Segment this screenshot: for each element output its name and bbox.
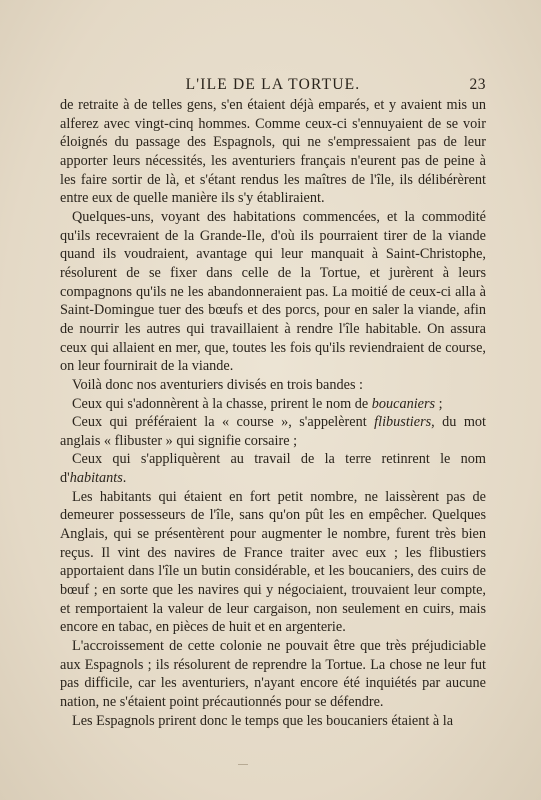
text-run: , du mot anglais « flibuster » qui signifie corsaire ; bbox=[60, 414, 487, 449]
paragraph bbox=[60, 96, 486, 208]
paragraph bbox=[60, 208, 486, 376]
text-run: Ceux qui s'appliquèrent au travail de la terre retinrent le nom d' bbox=[60, 451, 486, 487]
italic-term: flibustiers bbox=[374, 414, 432, 431]
book-page bbox=[60, 72, 486, 730]
text-run: Voilà donc nos aventuriers divisés en trois bandes : bbox=[72, 376, 364, 393]
italic-term: boucaniers bbox=[371, 395, 436, 412]
text-run: ; bbox=[435, 395, 443, 412]
text-run: Les Espagnols prirent donc le temps que les boucaniers étaient à la bbox=[72, 712, 454, 729]
body-text bbox=[60, 96, 486, 730]
paragraph bbox=[60, 413, 486, 450]
text-run: Ceux qui s'adonnèrent à la chasse, prirent le nom de bbox=[72, 395, 372, 412]
text-run: Quelques-uns, voyant des habitations commencées, et la commodité qu'ils recevraient de la Grande-Ile, d'où ils pourraient tirer de la viande quand ils voudraient, avantage qui leur manquait à Saint-Christophe, résolurent de se fixer dans celle de la Tortue, et jurèrent à leurs compagnons qu'ils ne les abandonneraient pas. La moitié de ceux-ci alla à Saint-Domingue tuer des bœufs et des porcs, pour en saler la viande, afin de nourrir les autres qui travaillaient à rendre l'île habitable. On assura ceux qui allaient en mer, que, toutes les fois qu'ils reviendraient de course, on leur fournirait de la viande. bbox=[60, 208, 486, 375]
paragraph bbox=[60, 712, 486, 731]
chapter-title: L'ILE DE LA TORTUE. bbox=[185, 76, 361, 93]
paragraph bbox=[60, 488, 486, 637]
paragraph bbox=[60, 376, 486, 395]
text-run: Ceux qui préféraient la « course », s'appelèrent bbox=[72, 414, 375, 431]
paragraph bbox=[60, 637, 486, 712]
footer-mark bbox=[238, 764, 248, 765]
text-run: . bbox=[122, 470, 127, 487]
running-head bbox=[60, 72, 486, 94]
italic-term: habitants bbox=[69, 470, 123, 487]
paragraph bbox=[60, 450, 486, 487]
text-run: de retraite à de telles gens, s'en étaient déjà emparés, et y avaient mis un alferez avec vingt-cinq hommes. Comme ceux-ci s'ennuyaient de se voir éloignés du passage des Espagnols, qui ne s'empressaient pas de leur apporter leurs nécessités, les aventuriers français n'eurent pas de peine à les faire sortir de là, et s'étant rendus les maîtres de l'île, ils délibérèrent entre eux de quelle manière ils s'y établiraient. bbox=[60, 97, 486, 207]
text-run: L'accroissement de cette colonie ne pouvait être que très préjudiciable aux Espagnols ; ils résolurent de reprendre la Tortue. La chose ne leur fut pas difficile, car les aventuriers, n'ayant encore été inquiétés par aucune nation, ne s'étaient point précautionnés pour se défendre. bbox=[60, 638, 486, 710]
text-run: Les habitants qui étaient en fort petit nombre, ne laissèrent pas de demeurer possesseurs de l'île, sans qu'on pût les en empêcher. Quelques Anglais, qui se présentèrent pour augmenter le nombre, furent très bien reçus. Il vint des navires de France traiter avec eux ; les flibustiers apportaient dans l'île un butin considérable, et les boucaniers, des cuirs de bœuf ; en sorte que les navires qui y négociaient, trouvaient leur compte, et remportaient la valeur de leur cargaison, non seulement en cuirs, mais encore en tabac, en pièces de huit et en argenterie. bbox=[60, 488, 486, 636]
paragraph bbox=[60, 395, 486, 414]
page-number: 23 bbox=[469, 76, 486, 93]
